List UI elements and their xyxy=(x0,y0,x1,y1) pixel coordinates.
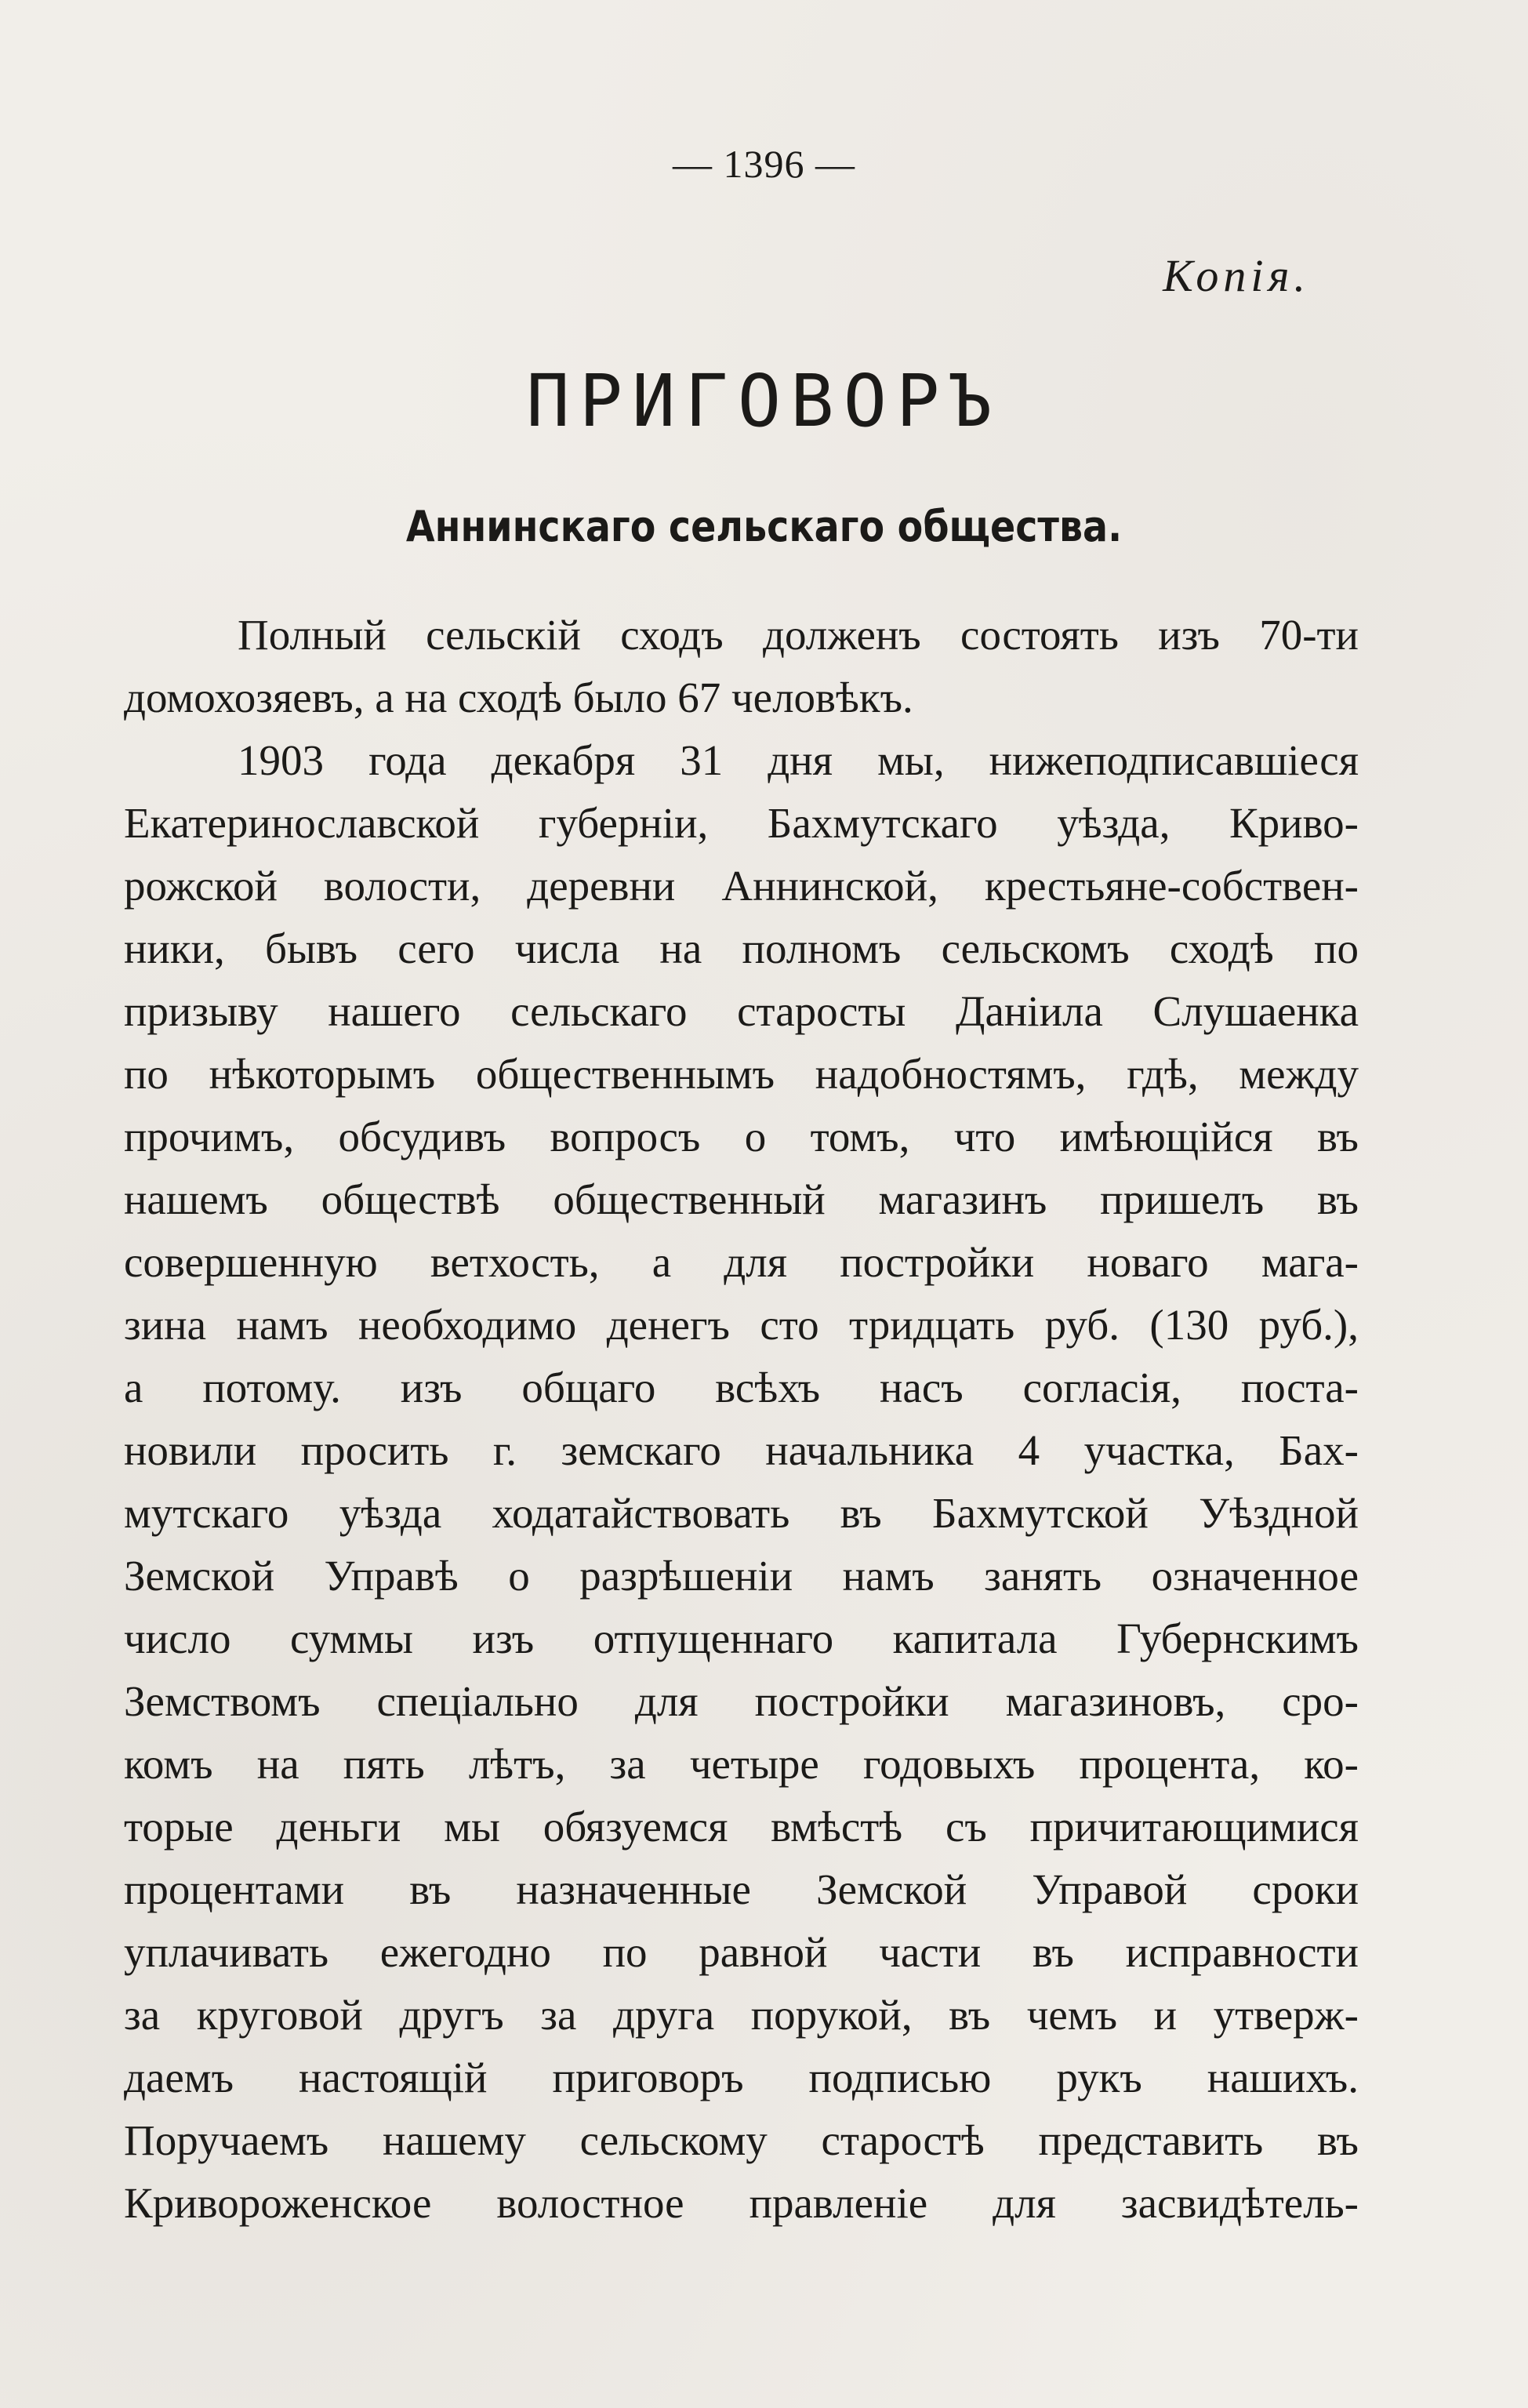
text-line: рожской волости, деревни Аннинской, крестьяне-собствен- xyxy=(124,862,1359,910)
copy-label: Копiя. xyxy=(1163,250,1310,301)
text-line: Кривороженское волостное правленiе для засвидѣтель- xyxy=(124,2179,1359,2227)
text-line: 1903 года декабря 31 дня мы, нижеподписавшiеся xyxy=(238,736,1359,784)
text-line: совершенную ветхость, а для постройки новаго мага- xyxy=(124,1238,1359,1286)
text-line: комъ на пять лѣтъ, за четыре годовыхъ процента, ко- xyxy=(124,1740,1359,1788)
text-line: даемъ настоящiй приговоръ подписью рукъ нашихъ. xyxy=(124,2054,1359,2101)
text-line: Екатеринославской губернiи, Бахмутскаго уѣзда, Криво- xyxy=(124,799,1359,847)
text-line: число суммы изъ отпущеннаго капитала Губернскимъ xyxy=(124,1614,1359,1662)
text-line: а потому. изъ общаго всѣхъ насъ согласiя, поста- xyxy=(124,1364,1359,1411)
text-line: Поручаемъ нашему сельскому старостѣ представить въ xyxy=(124,2116,1359,2164)
text-line: новили просить г. земскаго начальника 4 участка, Бах- xyxy=(124,1426,1359,1474)
text-line: по нѣкоторымъ общественнымъ надобностямъ, гдѣ, между xyxy=(124,1050,1359,1098)
text-line: уплачивать ежегодно по равной части въ исправности xyxy=(124,1928,1359,1976)
text-line: мутскаго уѣзда ходатайствовать въ Бахмутской Уѣздной xyxy=(124,1489,1359,1537)
page-number: — 1396 — xyxy=(673,142,855,186)
document-title: ПРИГОВОРЪ xyxy=(526,359,1002,443)
text-line: Земствомъ спецiально для постройки магазиновъ, сро- xyxy=(124,1677,1359,1725)
text-line: Земской Управѣ о разрѣшенiи намъ занять означенное xyxy=(124,1552,1359,1600)
text-line: Полный сельскiй сходъ долженъ состоять изъ 70-ти xyxy=(238,611,1359,659)
text-line: торые деньги мы обязуемся вмѣстѣ съ причитающимися xyxy=(124,1803,1359,1850)
text-line: за круговой другъ за друга порукой, въ чемъ и утверж- xyxy=(124,1991,1359,2039)
text-line: домохозяевъ, а на сходѣ было 67 человѣкъ. xyxy=(124,674,913,721)
document-subtitle: Аннинскаго сельскаго общества. xyxy=(405,502,1123,551)
text-line: зина намъ необходимо денегъ сто тридцать руб. (130 руб.), xyxy=(124,1301,1359,1349)
text-line: процентами въ назначенные Земской Управой сроки xyxy=(124,1865,1359,1913)
text-line: прочимъ, обсудивъ вопросъ о томъ, что имѣющiйся въ xyxy=(124,1113,1359,1160)
text-line: ники, бывъ сего числа на полномъ сельскомъ сходѣ по xyxy=(124,924,1359,972)
body-text xyxy=(124,604,1359,2235)
text-line: нашемъ обществѣ общественный магазинъ пришелъ въ xyxy=(124,1175,1359,1223)
text-line: призыву нашего сельскаго старосты Данiила Слушаенка xyxy=(124,987,1359,1035)
